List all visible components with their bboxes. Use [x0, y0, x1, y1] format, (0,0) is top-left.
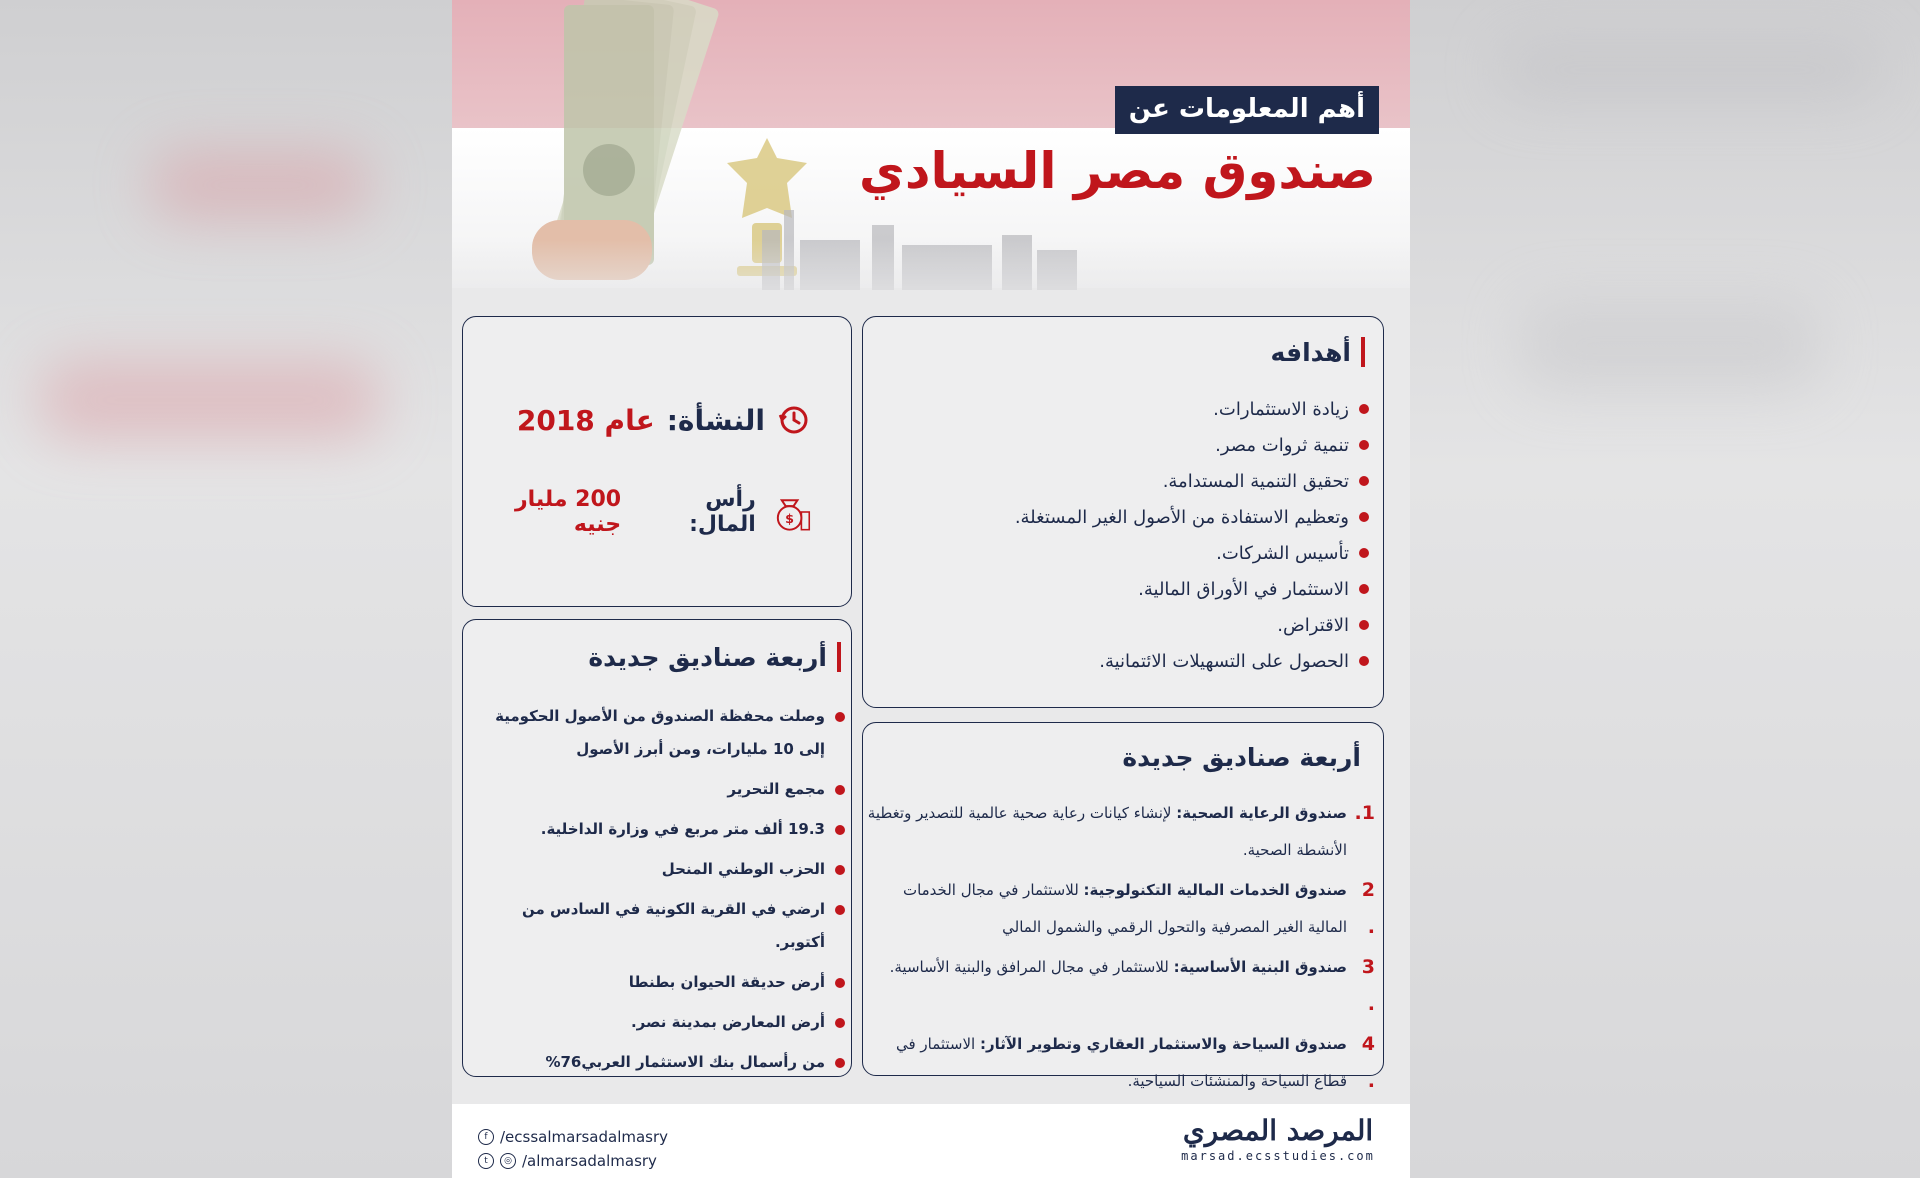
asset-text: الحزب الوطني المنحل [661, 860, 825, 878]
backdrop-blur-shape [1520, 300, 1820, 390]
heading-accent-bar [837, 642, 841, 672]
goal-text: وتعظيم الاستفادة من الأصول الغير المستغلة. [1014, 506, 1349, 528]
list-item [867, 949, 1375, 1023]
goal-text: تنمية ثروات مصر. [1215, 434, 1349, 456]
bullet-dot [835, 978, 845, 988]
bullet-dot [835, 905, 845, 915]
bullet-dot [1359, 512, 1369, 522]
founding-value: عام 2018 [516, 403, 655, 437]
goals-panel [862, 316, 1384, 708]
funds-list [867, 795, 1375, 1103]
fund-text [867, 1026, 1347, 1100]
money-bag-icon [768, 490, 811, 534]
list-item [1015, 427, 1369, 463]
fund-text [867, 795, 1347, 869]
infographic-card [452, 0, 1410, 1178]
fund-number: 1. [1354, 802, 1375, 824]
fund-name: صندوق السياحة والاستثمار العقاري وتطوير الآثار: [980, 1035, 1347, 1053]
list-item [867, 872, 1375, 946]
assets-heading [588, 642, 841, 672]
footer [452, 1104, 1410, 1178]
bullet-dot [835, 1058, 845, 1068]
list-item [469, 700, 845, 766]
fund-name: صندوق الخدمات المالية التكنولوجية: [1083, 881, 1347, 899]
hero-fade [452, 240, 1410, 320]
asset-text: ارضي في القرية الكونية في السادس من أكتوبر. [521, 900, 825, 951]
instagram-twitter-handle: /almarsadalmasry [522, 1152, 657, 1170]
list-item [469, 893, 845, 959]
bullet-dot [835, 825, 845, 835]
asset-text: أرض حديقة الحيوان بطنطا [628, 973, 825, 991]
bullet-dot [1359, 404, 1369, 414]
goals-heading-text: أهدافه [1270, 337, 1351, 367]
asset-text: أرض المعارض بمدينة نصر. [630, 1013, 825, 1031]
list-item [469, 853, 845, 886]
funds-panel [862, 722, 1384, 1092]
bullet-dot [1359, 656, 1369, 666]
fund-name: صندوق البنية الأساسية: [1173, 958, 1347, 976]
funds-heading-text: أربعة صناديق جديدة [1122, 743, 1361, 772]
assets-list [469, 700, 845, 1086]
asset-text: من رأسمال بنك الاستثمار العربي76% [545, 1053, 825, 1071]
fund-number: 3 . [1361, 956, 1375, 1015]
bullet-dot [835, 712, 845, 722]
bullet-dot [1359, 620, 1369, 630]
goal-text: الاستثمار في الأوراق المالية. [1138, 578, 1349, 600]
fund-name: صندوق الرعاية الصحية: [1176, 804, 1347, 822]
kicker-title: أهم المعلومات عن [1115, 86, 1379, 134]
brand-logo[interactable] [1168, 1114, 1388, 1174]
heading-accent-bar [1361, 337, 1365, 367]
logo-url: marsad.ecsstudies.com [1181, 1149, 1375, 1163]
list-item [1015, 499, 1369, 535]
fund-desc: لإنشاء كيانات رعاية صحية عالمية للتصدير وتغطية الأنشطة الصحية. [867, 804, 1347, 859]
list-item [1015, 463, 1369, 499]
bullet-dot [1359, 584, 1369, 594]
backdrop-blur-shape [1500, 40, 1880, 100]
capital-row [463, 487, 811, 537]
list-item [469, 813, 845, 846]
goal-text: الاقتراض. [1277, 614, 1349, 636]
bullet-dot [835, 865, 845, 875]
asset-text: وصلت محفظة الصندوق من الأصول الحكومية إلى 10 مليارات، ومن أبرز الأصول [495, 707, 825, 758]
list-item [1015, 643, 1369, 679]
instagram-icon: ◎ [500, 1153, 516, 1169]
bullet-dot [1359, 548, 1369, 558]
page-title: صندوق مصر السيادي [859, 142, 1376, 200]
backdrop-blur-shape [40, 360, 380, 440]
list-item [1015, 391, 1369, 427]
founding-row [517, 403, 811, 437]
goal-text: الحصول على التسهيلات الائتمانية. [1099, 650, 1349, 672]
list-item [867, 1026, 1375, 1100]
info-panel [462, 316, 852, 607]
facebook-link[interactable] [478, 1128, 668, 1146]
fund-number: 2 . [1361, 879, 1375, 938]
list-item [469, 1046, 845, 1079]
goal-text: تأسيس الشركات. [1216, 542, 1349, 564]
list-item [469, 966, 845, 999]
capital-label: رأس المال: [689, 487, 756, 537]
bullet-dot [1359, 476, 1369, 486]
list-item [1015, 607, 1369, 643]
fund-text [867, 872, 1347, 946]
history-clock-icon [777, 403, 811, 437]
fund-number: 4 . [1361, 1033, 1375, 1092]
fund-desc: للاستثمار في مجال المرافق والبنية الأساسية. [889, 958, 1169, 976]
twitter-icon: t [478, 1153, 494, 1169]
asset-text: 19.3 ألف متر مربع في وزارة الداخلية. [540, 820, 825, 838]
goal-text: تحقيق التنمية المستدامة. [1162, 470, 1349, 492]
list-item [1015, 535, 1369, 571]
facebook-handle: /ecssalmarsadalmasry [500, 1128, 669, 1146]
founding-label: النشأة: [666, 403, 765, 437]
list-item [867, 795, 1375, 869]
list-item [469, 1006, 845, 1039]
svg-text:$: $ [784, 511, 794, 527]
backdrop-blur-shape [150, 150, 370, 220]
asset-text: مجمع التحرير [727, 780, 825, 798]
instagram-twitter-link[interactable] [478, 1152, 657, 1170]
capital-value: 200 مليار جنيه [514, 487, 622, 537]
goals-heading [1271, 337, 1365, 367]
bullet-dot [1359, 440, 1369, 450]
logo-text: المرصد المصري [1182, 1114, 1374, 1147]
list-item [469, 773, 845, 806]
funds-heading [1122, 743, 1361, 772]
bullet-dot [835, 1018, 845, 1028]
bullet-dot [835, 785, 845, 795]
goals-list [1015, 391, 1369, 679]
assets-heading-text: أربعة صناديق جديدة [588, 642, 827, 672]
goal-text: زيادة الاستثمارات. [1213, 398, 1349, 420]
list-item [1015, 571, 1369, 607]
fund-desc: الاستثمار في قطاع السياحة والمنشئات السياحية. [895, 1035, 1347, 1090]
fund-text [890, 949, 1347, 986]
facebook-icon: f [478, 1129, 494, 1145]
fund-desc: للاستثمار في مجال الخدمات المالية الغير المصرفية والتحول الرقمي والشمول المالي [902, 881, 1347, 936]
assets-panel [462, 619, 852, 1077]
